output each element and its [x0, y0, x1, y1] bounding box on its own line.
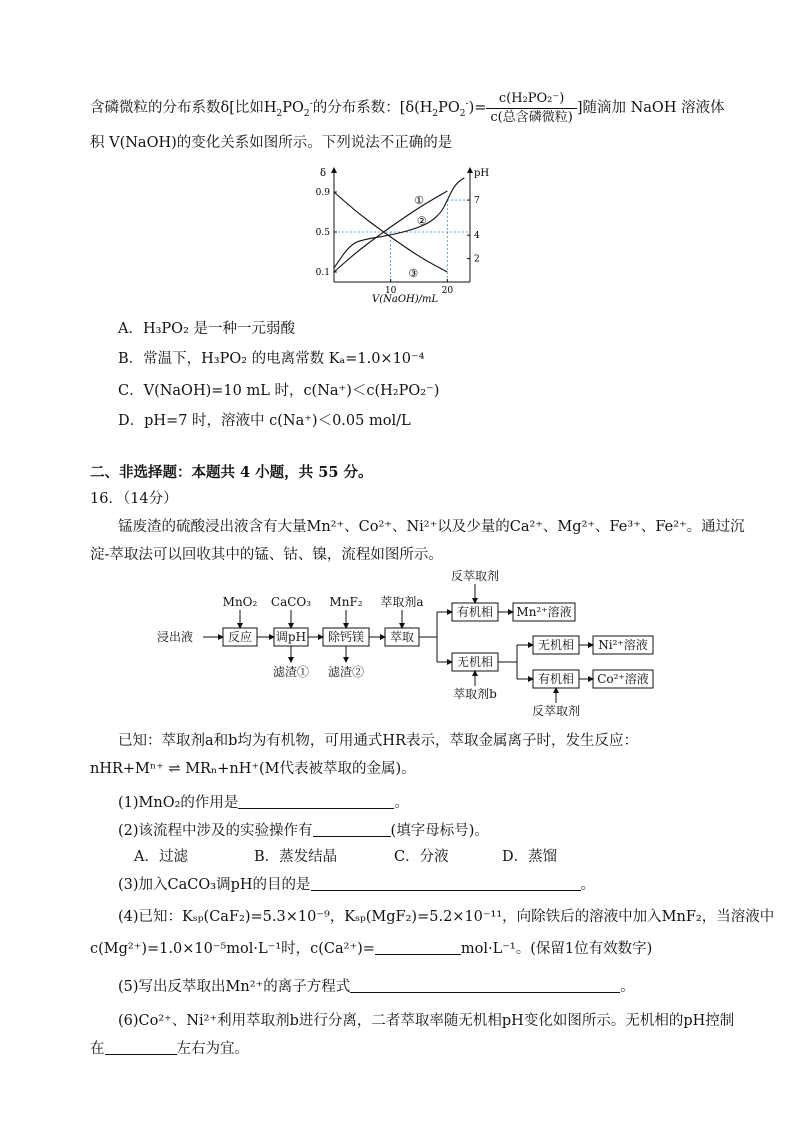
- label-prod2: Ni²⁺溶液: [598, 638, 648, 652]
- y-left-tick-2: 0.1: [315, 268, 330, 278]
- q15-intro-d: PO: [438, 100, 460, 116]
- fraction-numerator: c(H₂PO₂⁻): [486, 90, 576, 109]
- process-flow-diagram: [155, 566, 665, 716]
- label-step4: 萃取: [389, 630, 415, 644]
- label-org1-in: 反萃取剂: [450, 569, 500, 583]
- y-left-tick-1: 0.5: [315, 228, 330, 238]
- right-axis-label: pH: [474, 168, 490, 179]
- q16-paragraph-1: 锰废渣的硫酸浸出液含有大量Mn²⁺、Co²⁺、Ni²⁺以及少量的Ca²⁺、Mg²⁺、Fe³⁺、Fe²⁺。通过沉: [118, 519, 745, 535]
- label-step2: 调pH: [275, 630, 307, 644]
- x-tick-1: 20: [441, 286, 454, 296]
- label-step2-out: 滤渣①: [272, 665, 310, 679]
- label-org2-in: 反萃取剂: [531, 704, 581, 716]
- question-2-option-b: B．蒸发结晶: [254, 849, 338, 865]
- left-axis-label: δ: [320, 168, 327, 179]
- q15-option-d: D．pH=7 时，溶液中 c(Na⁺)＜0.05 mol/L: [118, 413, 411, 429]
- question-4-line-2: [90, 938, 716, 960]
- y-right-tick-1: 4: [474, 231, 480, 242]
- q15-option-c: C．V(NaOH)=10 mL 时，c(Na⁺)＜c(H₂PO₂⁻): [118, 383, 440, 399]
- q15-stem-line1: 含磷微粒的分布系数δ[比如$H_2PO_2^-$的分布系数：[$\delta(H_2PO_2^-)=$ $\frac{\text{c(H₂PO₂⁻)}}{\text{c(总含磷微粒)}}$ ]随滴加 NaOH 溶液体: [90, 90, 725, 125]
- question-4-line-1: (4)已知：Kₛₚ(CaF₂)=5.3×10⁻⁹，Kₛₚ(MgF₂)=5.2×10⁻¹¹，向除铁后的溶液中加入MnF₂，当溶液中: [118, 909, 775, 925]
- question-2-text: (2)该流程中涉及的实验操作有: [118, 823, 313, 839]
- section-heading: 二、非选择题：本题共 4 小题，共 55 分。: [90, 464, 373, 481]
- label-step4-in: 萃取剂a: [380, 595, 424, 609]
- question-4-text-a: c(Mg²⁺)=1.0×10⁻⁵mol·L⁻¹时，c(Ca²⁺)=: [90, 941, 375, 957]
- label-inorg1-in: 萃取剂b: [453, 687, 497, 701]
- fraction-denominator: c(总含磷微粒): [490, 109, 573, 125]
- x-axis-label: V(NaOH)/mL: [372, 294, 439, 304]
- y-right-tick-0: 7: [474, 196, 480, 207]
- x-tick-0: 10: [384, 286, 397, 296]
- question-5: [118, 976, 716, 998]
- question-6-line-1: (6)Co²⁺、Ni²⁺利用萃取剂b进行分离，二者萃取率随无机相pH变化如图所示。无机相的pH控制: [118, 1013, 735, 1029]
- question-1: [118, 792, 716, 814]
- answer-blank-3[interactable]: [311, 876, 581, 891]
- q15-intro-c: 的分布系数：[δ(H: [312, 100, 433, 116]
- question-3-end: 。: [580, 877, 595, 893]
- label-step1-in: MnO₂: [222, 595, 258, 609]
- label-org2: 有机相: [537, 672, 575, 686]
- q15-intro-b: PO: [282, 100, 304, 116]
- question-4-text-b: mol·L⁻¹。(保留1位有效数字): [460, 941, 653, 957]
- question-1-end: 。: [394, 795, 409, 811]
- label-inorg1: 无机相: [456, 655, 494, 669]
- distribution-fraction: [486, 90, 576, 127]
- label-step3-out: 滤渣②: [327, 665, 365, 679]
- label-prod3: Co²⁺溶液: [597, 672, 649, 686]
- label-start: 浸出液: [157, 630, 194, 644]
- label-inorg2: 无机相: [537, 638, 575, 652]
- question-2-option-a: A．过滤: [134, 849, 188, 865]
- chart-series: [334, 178, 464, 280]
- series-label-3: ③: [408, 267, 419, 280]
- distribution-chart: [310, 164, 500, 304]
- label-prod1: Mn²⁺溶液: [516, 605, 572, 619]
- question-5-end: 。: [620, 979, 635, 995]
- y-left-tick-0: 0.9: [315, 188, 330, 198]
- q16-number: 16．（14分）: [90, 491, 178, 507]
- label-step2-in: CaCO₃: [270, 595, 312, 609]
- answer-blank-1[interactable]: [238, 794, 394, 809]
- label-step3-in: MnF₂: [329, 595, 363, 609]
- question-2-option-c: C．分液: [394, 849, 449, 865]
- series-label-2: ②: [416, 214, 427, 228]
- series-label-1: ①: [414, 194, 424, 207]
- series-line-1: [334, 191, 447, 272]
- question-5-text: (5)写出反萃取出Mn²⁺的离子方程式: [118, 979, 351, 995]
- label-step1: 反应: [227, 630, 253, 644]
- question-6-line-2: [90, 1038, 716, 1060]
- q16-paragraph-2: 淀-萃取法可以回收其中的锰、钴、镍，流程如图所示。: [90, 547, 443, 563]
- question-2-option-d: D．蒸馏: [502, 849, 558, 865]
- q15-option-a: A．H₃PO₂ 是一种一元弱酸: [118, 321, 295, 337]
- y-right-tick-2: 2: [474, 254, 480, 265]
- q15-option-b: B．常温下，H₃PO₂ 的电离常数 Kₐ=1.0×10⁻⁴: [118, 351, 425, 367]
- answer-blank-4[interactable]: [375, 940, 461, 955]
- label-org1: 有机相: [456, 605, 494, 619]
- question-6-text-a: 在: [90, 1041, 105, 1057]
- question-2-options: [134, 846, 716, 868]
- question-2-end: (填字母标号)。: [390, 823, 489, 839]
- known-line-1: 已知：萃取剂a和b均为有机物，可用通式HR表示，萃取金属离子时，发生反应：: [118, 733, 638, 749]
- answer-blank-5[interactable]: [350, 978, 620, 993]
- question-3-text: (3)加入CaCO₃调pH的目的是: [118, 877, 311, 893]
- label-step3: 除钙镁: [327, 630, 365, 644]
- question-6-text-b: 左右为宜。: [176, 1041, 249, 1057]
- q15-stem-line2: 积 V(NaOH)的变化关系如图所示。下列说法不正确的是: [90, 135, 453, 151]
- chart-guides: [334, 200, 470, 282]
- question-3: [118, 874, 716, 896]
- q15-intro-f: ]随滴加 NaOH 溶液体: [576, 100, 725, 116]
- known-line-2: nHR+Mⁿ⁺ ⇌ MRₙ+nH⁺(M代表被萃取的金属)。: [90, 761, 416, 777]
- answer-blank-2[interactable]: [313, 822, 391, 837]
- answer-blank-6[interactable]: [105, 1040, 177, 1055]
- q15-intro-e: )=: [468, 100, 487, 116]
- question-1-text: (1)MnO₂的作用是: [118, 795, 239, 811]
- q15-intro-a: 含磷微粒的分布系数δ[比如H: [90, 100, 277, 116]
- question-2: [118, 820, 716, 842]
